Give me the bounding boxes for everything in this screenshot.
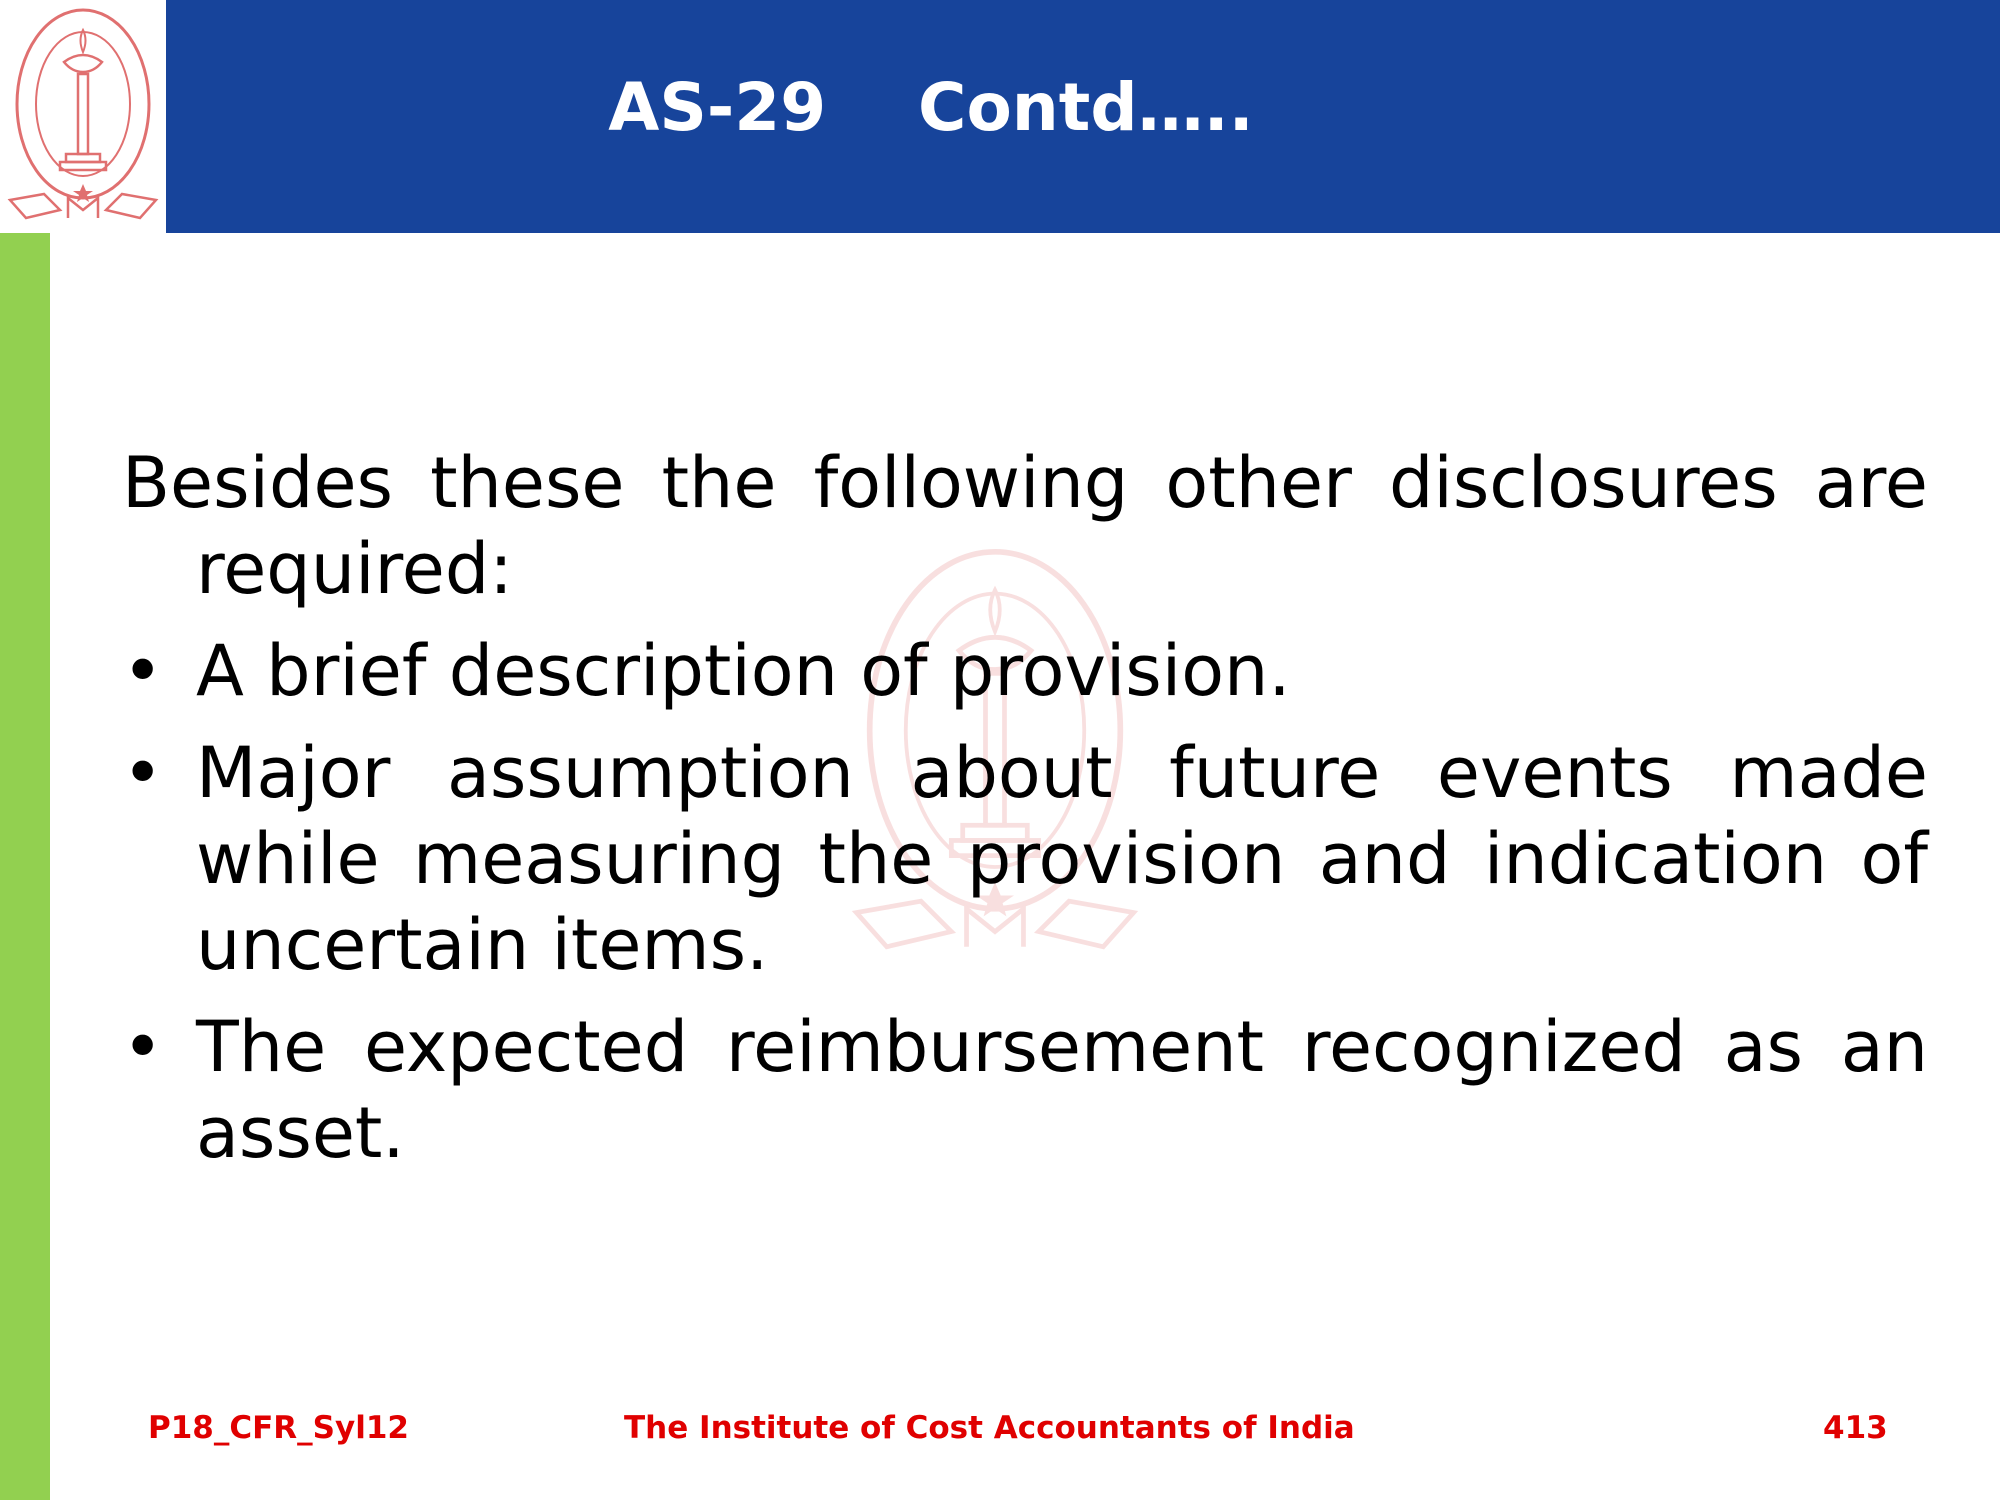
icai-seal-icon [4,4,162,230]
bullet-text: A brief description of provision. [196,630,1291,712]
slide-title: AS-29 Contd….. [608,69,1254,146]
intro-paragraph: Besides these the following other disclosures are required: [122,442,1928,610]
bullet-text: Major assumption about future events made while measuring the provision and indication of uncertain items. [196,732,1928,986]
footer-institute-name: The Institute of Cost Accountants of India [624,1410,1355,1446]
footer-course-code: P18_CFR_Syl12 [148,1410,409,1446]
bullet-dot: • [122,630,164,712]
bullet-dot: • [122,732,164,814]
footer-page-number: 413 [1823,1410,1888,1446]
bullet-item [122,730,1928,988]
bullet-dot: • [122,1006,164,1088]
slide-body [122,440,1928,1192]
logo-box [0,0,166,233]
bullet-item [122,628,1928,714]
bullet-text: The expected reimbursement recognized as an asset. [196,1006,1928,1174]
bullet-item [122,1004,1928,1176]
left-accent-bar [0,233,50,1500]
